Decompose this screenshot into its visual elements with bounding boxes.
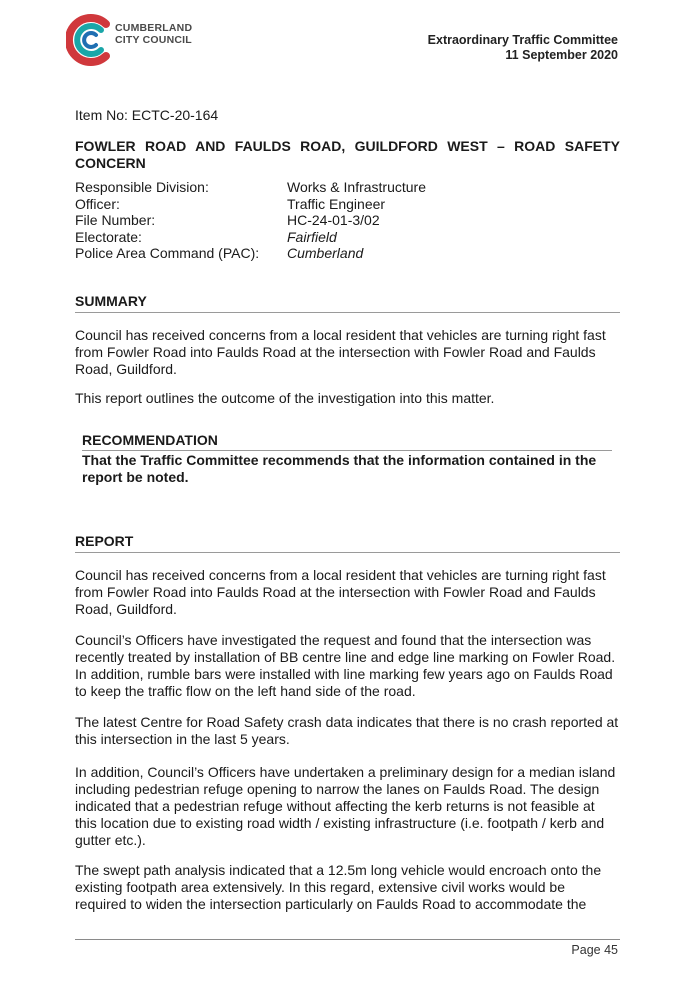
report-title: FOWLER ROAD AND FAULDS ROAD, GUILDFORD WEST – ROAD SAFETY CONCERN	[75, 138, 620, 171]
logo-wordmark	[115, 22, 192, 46]
document-header	[428, 33, 618, 63]
meta-label: Responsible Division:	[75, 179, 209, 195]
meta-value: Traffic Engineer	[287, 195, 386, 212]
meta-label: Officer:	[75, 195, 120, 212]
meeting-date: 11 September 2020	[505, 48, 618, 62]
page-number: Page 45	[571, 943, 618, 957]
logo-line-1: CUMBERLAND	[115, 22, 193, 34]
meta-row	[75, 196, 426, 213]
report-metadata	[75, 179, 426, 262]
meta-label: Police Area Command (PAC):	[75, 245, 260, 261]
meta-label: File Number:	[75, 212, 156, 228]
report-heading: REPORT	[75, 533, 620, 553]
meta-value: Works & Infrastructure	[287, 179, 427, 195]
meta-value: Fairfield	[287, 228, 337, 245]
recommendation-heading: RECOMMENDATION	[82, 432, 612, 451]
logo-line-2: CITY COUNCIL	[115, 34, 192, 46]
summary-paragraph: Council has received concerns from a local resident that vehicles are turning right fast from Fowler Road into Faulds Road at the intersection with Fowler Road and Faulds Road, Guildford.	[75, 327, 606, 377]
council-logo-icon	[66, 12, 114, 68]
footer-divider	[75, 939, 620, 940]
report-paragraph: The swept path analysis indicated that a 12.5m long vehicle would encroach onto the existing footpath area extensively. In this regard, extensive civil works would be required to widen the intersection particularly on Faulds Road to accommodate the	[75, 862, 602, 912]
meta-row	[75, 229, 426, 246]
item-number: Item No: ECTC-20-164	[75, 107, 219, 123]
report-paragraph: Council’s Officers have investigated the request and found that the intersection was recently treated by installation of BB centre line and edge line marking on Fowler Road. In addition, rumble bars were installed with line marking few years ago on Faulds Road to keep the traffic flow on the left hand side of the road.	[75, 632, 616, 699]
meta-row	[75, 212, 426, 229]
summary-heading: SUMMARY	[75, 293, 620, 313]
report-paragraph: The latest Centre for Road Safety crash data indicates that there is no crash reported at this intersection in the last 5 years.	[75, 714, 619, 747]
summary-paragraph: This report outlines the outcome of the investigation into this matter.	[75, 390, 495, 406]
recommendation-text: That the Traffic Committee recommends that the information contained in the report be noted.	[82, 452, 597, 485]
meta-value: Cumberland	[287, 245, 364, 261]
meta-value: HC-24-01-3/02	[287, 212, 380, 228]
report-paragraph: Council has received concerns from a local resident that vehicles are turning right fast from Fowler Road into Faulds Road at the intersection with Fowler Road and Faulds Road, Guildford.	[75, 567, 606, 617]
report-paragraph: In addition, Council’s Officers have undertaken a preliminary design for a median island including pedestrian refuge opening to narrow the lanes on Faulds Road. The design indicated that a pedestrian refuge without affecting the kerb returns is not feasible at this location due to existing road width / existing infrastructure (i.e. footpath / kerb and gutter etc.).	[75, 764, 616, 848]
meta-label: Electorate:	[75, 228, 142, 245]
meta-row	[75, 245, 426, 262]
committee-name: Extraordinary Traffic Committee	[427, 33, 618, 47]
meta-row	[75, 179, 426, 196]
